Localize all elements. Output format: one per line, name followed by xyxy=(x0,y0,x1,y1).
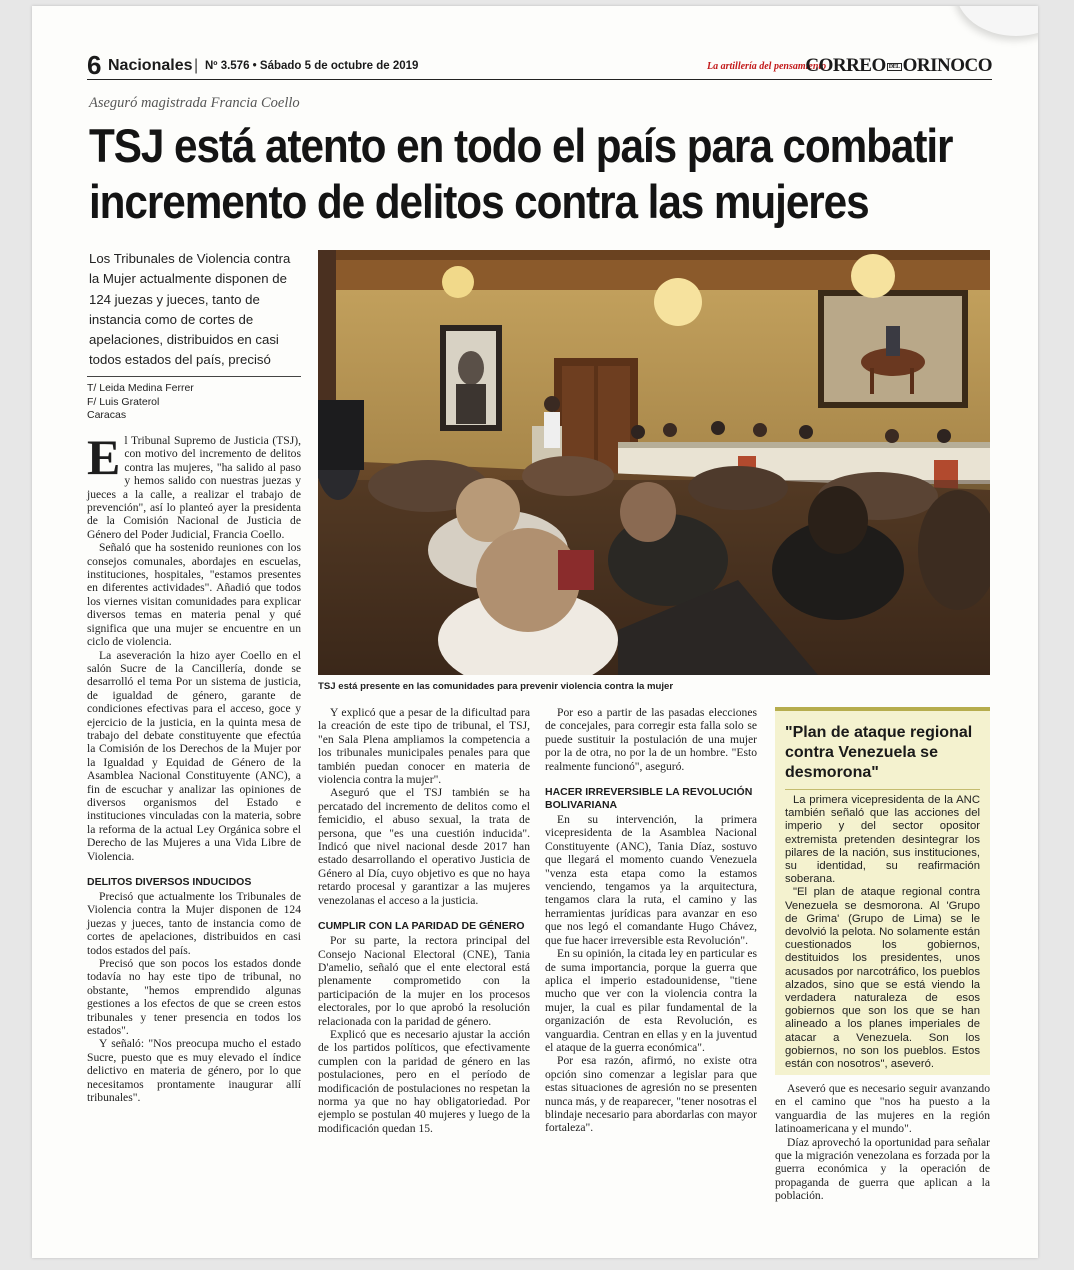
subhead-revolucion: HACER IRREVERSIBLE LA REVOLUCIÓN BOLIVARIANA xyxy=(545,786,753,812)
col1-paragraph-4: Precisó que actualmente los Tribunales de Violencia contra la Mujer disponen de 124 juezas y jueces, tanto de instancia como de cortes de apelaciones, distribuidos en casi todos estados del país. xyxy=(87,890,301,957)
headline-line-1: TSJ está atento en todo el país para combatir xyxy=(89,119,953,172)
logo-word-del: DEL xyxy=(888,63,900,70)
col2-paragraph-3: Por su parte, la rectora principal del Consejo Nacional Electoral (CNE), Tania D'amelio, señaló que el ente electoral está plenamente comprometido con la participación de la mujer en los procesos electorales, por lo que aprobó la resolución relacionada con la paridad de género. xyxy=(318,934,530,1028)
deck-divider xyxy=(87,376,301,377)
newspaper-page xyxy=(32,6,1038,1258)
headline-line-2: incremento de delitos contra las mujeres xyxy=(89,175,869,228)
col2-paragraph-2: Aseguró que el TSJ también se ha percatado del incremento de delitos como el femicidio, el abuso sexual, la trata de persona, que "es una cuestión inducida". Indicó que nivel nacional desde 2017 han estado desarrollando el operativo Justicia de Género al Día, cuyo objetivo es que no haya retardo procesal y garantizar a las mujeres venezolanas el acceso a la justicia. xyxy=(318,786,530,907)
page-number: 6 xyxy=(87,50,102,80)
photo-illustration xyxy=(318,250,990,675)
header-separator: | xyxy=(194,57,199,74)
sidebar-body xyxy=(785,794,980,1071)
article-column-3 xyxy=(545,706,757,1135)
col4-paragraph-2: Díaz aprovechó la oportunidad para señalar que la migración venezolana es forzada por la guerra económica y la operación de propaganda de guerra que aplican a la población. xyxy=(775,1135,990,1203)
col3-paragraph-2: En su intervención, la primera vicepresidenta de la Asamblea Nacional Constituyente (ANC), Tania Díaz, sostuvo que llegará el momento cuando Venezuela "venza esta etapa como la estamos venciendo, tengamos ya la arquitectura, tengamos clara la ruta, el camino y las herramientas jurídicas para avanzar en eso que nos legó el comandante Hugo Chávez, que fue hacer irreversible esta Revolución". xyxy=(545,813,757,947)
col1-paragraph-5: Precisó que son pocos los estados donde todavía no hay este tipo de tribunal, no obstante, "hemos emprendido algunas gestiones a los efectos de que se creen estos tribunales y tener presencia en todos los estados". xyxy=(87,957,301,1038)
col4-paragraph-1: Aseveró que es necesario seguir avanzando en el camino que "nos ha puesto a la vanguardia de las mujeres en la región latinoamericana y el mundo". xyxy=(775,1082,990,1136)
dateline: Caracas xyxy=(87,409,127,421)
col3-paragraph-4: Por esa razón, afirmó, no existe otra opción sino comenzar a legislar para que estas situaciones de agresión no se presenten nunca más, y de reaparecer, "tener nosotras el blindaje necesario para abordarlas con mayor fortaleza". xyxy=(545,1054,757,1135)
article-headline xyxy=(89,118,998,230)
article-deck: Los Tribunales de Violencia contra la Mujer actualmente disponen de 124 juezas y jueces, tanto de instancia como de cortes de apelaciones, distribuidos en casi todos estados del país, precisó xyxy=(89,251,291,368)
photo-credit: F/ Luis Graterol xyxy=(87,395,160,408)
subhead-paridad: CUMPLIR CON LA PARIDAD DE GÉNERO xyxy=(318,920,525,933)
article-column-2 xyxy=(318,706,530,1135)
page-header xyxy=(87,50,992,80)
article-column-1 xyxy=(87,429,301,1105)
col3-paragraph-1: Por eso a partir de las pasadas elecciones de concejales, para corregir esta falla solo se puede sustituir la postulación de una mujer por la de otra, no por la de un hombre. "Esto realmente funcionó", aseguró. xyxy=(545,706,757,773)
logo-word-orinoco: ORINOCO xyxy=(902,55,992,76)
article-credits xyxy=(87,382,194,423)
sidebar-paragraph-1: La primera vicepresidenta de la ANC también señaló que las acciones del imperio y del sector opositor extremista pretenden desintegrar los pilares de la nación, sus instituciones, su identidad, su reafirmación soberana. xyxy=(785,794,980,886)
logo-word-correo: CORREO xyxy=(805,55,886,76)
sidebar-title: "Plan de ataque regional contra Venezuela se desmorona" xyxy=(785,723,980,790)
text-credit: T/ Leida Medina Ferrer xyxy=(87,382,194,394)
article-photo xyxy=(318,250,990,675)
col2-paragraph-1: Y explicó que a pesar de la dificultad para la creación de este tipo de tribunal, el TSJ, "en Sala Plena ampliamos la competencia a los tribunales municipales penales para que también puedan conocer en materia de violencia contra la mujer". xyxy=(318,706,530,787)
section-name: Nacionales xyxy=(108,57,193,74)
photo-caption: TSJ está presente en las comunidades para prevenir violencia contra la mujer xyxy=(318,681,674,692)
newspaper-tagline: La artillería del pensamiento xyxy=(707,61,827,72)
col3-paragraph-3: En su opinión, la citada ley en particular es de suma importancia, porque la guerra que aplica el imperio estadounidense, "tiene mucho que ver con la violencia contra la mujer, la cual es pilar fundamental de la organización de esta Revolución, es vanguardia. Centran en ellas y en la juventud el ataque de la guerra económica". xyxy=(545,947,757,1054)
newspaper-logo xyxy=(805,55,992,77)
col1-paragraph-6: Y señaló: "Nos preocupa mucho el estado Sucre, puesto que es muy elevado el índice delictivo en materia de género, por lo que necesitamos prontamente inaugurar allí tribunales". xyxy=(87,1037,301,1105)
col1-paragraph-1 xyxy=(87,429,301,541)
col1-paragraph-1-text: l Tribunal Supremo de Justicia (TSJ), con motivo del incremento de delitos contra las mujeres, "ha salido al paso y hemos salido con nuestras juezas y jueces a la calle, a realizar el trabajo de prevención", así lo planteó ayer la presidenta de la Comisión Nacional de Justicia de Género del Poder Judicial, Francia Coello. xyxy=(87,434,301,541)
subhead-delitos: DELITOS DIVERSOS INDUCIDOS xyxy=(87,876,252,888)
sidebar-box xyxy=(775,707,990,1075)
article-column-4 xyxy=(775,1082,990,1203)
col1-paragraph-3: La aseveración la hizo ayer Coello en el salón Sucre de la Cancillería, donde se desarrolló el tema Por un sistema de justicia, de igualdad de género, garante de condiciones efectivas para el acceso, goce y ejercicio de la justicia, en la quinta mesa de trabajo del debate constituyente que efectúa la Comisión de los Derechos de la Mujer por la Igualdad y Equidad de Género de la Asamblea Nacional Constituyente (ANC), a fin de escuchar y analizar las opiniones de diversos organismos del Estado e instituciones vinculadas con la materia, sobre la reforma de la actual Ley Orgánica sobre el Derecho de las Mujeres a una Vida Libre de Violencia. xyxy=(87,648,301,863)
col1-paragraph-2: Señaló que ha sostenido reuniones con los consejos comunales, abordajes en escuelas, instituciones, hospitales, "estamos presentes en diferentes actividades". Añadió que todos los viernes visitan comunidades para explicar diversos temas en materia penal y qué significa que una mujer se encuentre en un ciclo de violencia. xyxy=(87,541,301,649)
col2-paragraph-4: Explicó que es necesario ajustar la acción de los partidos políticos, que efectivamente cumplen con la paridad de género en las postulaciones, pero en el período de modificación de postulaciones no respetan la norma ya que no hay obligatoriedad. Por ejemplo se postulan 40 mujeres y luego de la modificación quedan 15. xyxy=(318,1027,530,1135)
sidebar-paragraph-2: "El plan de ataque regional contra Venezuela se desmorona. Al 'Grupo de Grima' (Grupo de Lima) se le devolvió la pelota. No solamente están cuestionados los gobiernos, destituidos los presidentes, unos acusados por narcotráfico, los pueblos alzados, sino que se está viendo la verdadera naturaleza de esos gobiernos que son los que se han alineado a los planes imperiales de atacar a Venezuela. Son los gobiernos, no son los pueblos. Estos están con nosotros", aseveró. xyxy=(785,886,980,1071)
page-curl xyxy=(956,6,1038,36)
article-kicker: Aseguró magistrada Francia Coello xyxy=(89,95,300,111)
issue-date: Nº 3.576 • Sábado 5 de octubre de 2019 xyxy=(205,60,419,72)
drop-cap: E xyxy=(87,429,121,485)
